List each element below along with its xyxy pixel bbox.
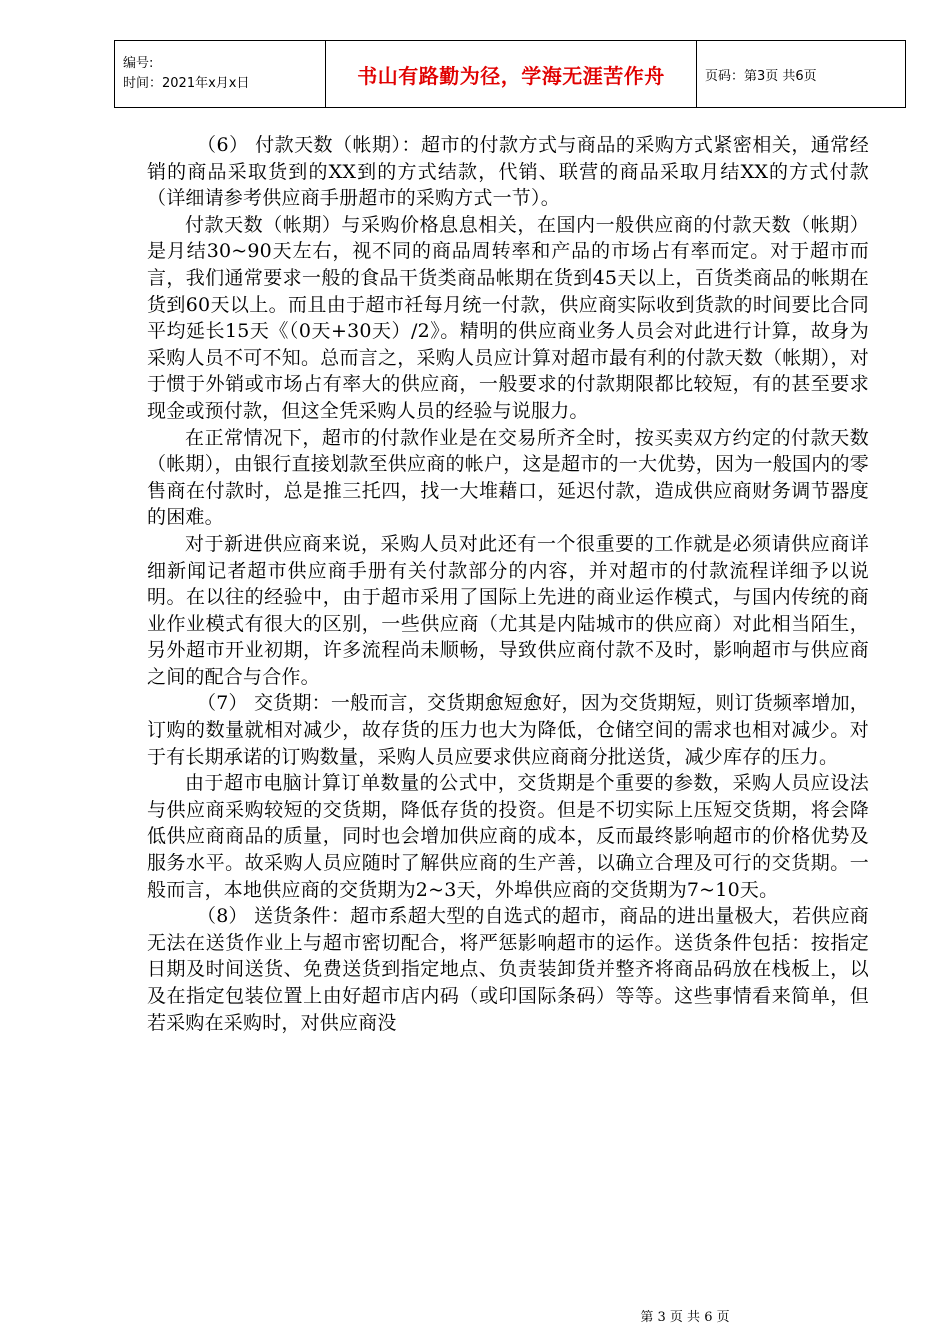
- time-label: 时间：2021年x月x日: [123, 76, 250, 91]
- paragraph-delivery-period: （7） 交货期：一般而言，交货期愈短愈好，因为交货期短，则订货频率增加，订购的数量就相对减少，故存货的压力也大为降低，仓储空间的需求也相对减少。对于有长期承诺的订购数量，采购人员应要求供应商商分批送货，减少库存的压力。: [147, 692, 869, 768]
- page-footer: 第 3 页 共 6 页: [640, 1310, 730, 1325]
- paragraph-delivery-conditions: （8） 送货条件：超市系超大型的自选式的超市，商品的进出量极大，若供应商无法在送货作业上与超市密切配合，将严惩影响超市的运作。送货条件包括：按指定日期及时间送货、免费送货到指定地点、负责装卸货并整齐将商品码放在栈板上，以及在指定包装位置上由好超市店内码（或印国际条码）等等。这些事情看来简单，但若采购在采购时，对供应商没: [147, 905, 869, 1034]
- header-page-label: 页码：第3页 共6页: [697, 41, 906, 108]
- paragraph-payment-terms: 付款天数（帐期）与采购价格息息相关，在国内一般供应商的付款天数（帐期）是月结30~90天左右，视不同的商品周转率和产品的市场占有率而定。对于超市而言，我们通常要求一般的食品干货类商品帐期在货到45天以上，百货类商品的帐期在货到60天以上。而且由于超市祍每月统一付款，供应商实际收到货款的时间要比合同平均延长15天《（0天+30天）/2》。精明的供应商业务人员会对此进行计算，故身为采购人员不可不知。总而言之，采购人员应计算对超市最有利的付款天数（帐期），对于惯于外销或市场占有率大的供应商，一般要求的付款期限都比较短，有的甚至要求现金或预付款，但这全凭采购人员的经验与说服力。: [147, 213, 869, 422]
- paragraph-delivery-formula: 由于超市电脑计算订单数量的公式中，交货期是个重要的参数，采购人员应设法与供应商采购较短的交货期，降低存货的投资。但是不切实际上压短交货期，将会降低供应商商品的质量，同时也会增加供应商的成本，反而最终影响超市的价格优势及服务水平。故采购人员应随时了解供应商的生产善，以确立合理及可行的交货期。一般而言，本地供应商的交货期为2~3天，外埠供应商的交货期为7~10天。: [147, 772, 869, 901]
- document-body: [147, 132, 869, 1036]
- header-motto: 书山有路勤为径，学海无涯苦作舟: [326, 41, 697, 108]
- number-label: 编号:: [123, 56, 154, 71]
- paragraph-payment-process: 在正常情况下，超市的付款作业是在交易所齐全时，按买卖双方约定的付款天数（帐期），由银行直接划款至供应商的帐户，这是超市的一大优势，因为一般国内的零售商在付款时，总是推三托四，找一大堆藉口，延迟付款，造成供应商财务调节器度的困难。: [147, 426, 869, 529]
- header-meta: [115, 41, 326, 108]
- paragraph-payment-days: （6） 付款天数（帐期）：超市的付款方式与商品的采购方式紧密相关，通常经销的商品采取货到的XX到的方式结款，代销、联营的商品采取月结XX的方式付款（详细请参考供应商手册超市的采购方式一节）。: [147, 134, 869, 210]
- document-header: [114, 40, 906, 108]
- paragraph-new-supplier: 对于新进供应商来说，采购人员对此还有一个很重要的工作就是必须请供应商详细新闻记者超市供应商手册有关付款部分的内容，并对超市的付款流程详细予以说明。在以往的经验中，由于超市采用了国际上先进的商业运作模式，与国内传统的商业作业模式有很大的区别，一些供应商（尤其是内陆城市的供应商）对此相当陌生，另外超市开业初期，许多流程尚未顺畅，导致供应商付款不及时，影响超市与供应商之间的配合与合作。: [147, 532, 869, 688]
